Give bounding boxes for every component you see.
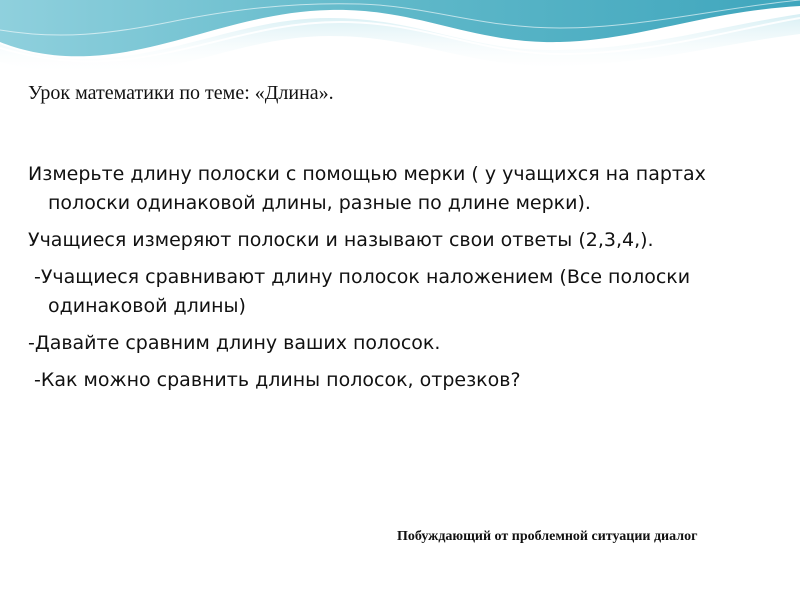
slide-title: Урок математики по теме: «Длина». (28, 82, 334, 104)
paragraph-question: -Как можно сравнить длины полосок, отрезков? (34, 369, 521, 391)
paragraph-lets-compare: -Давайте сравним длину ваших полосок. (28, 332, 441, 354)
paragraph-compare-overlay: -Учащиеся сравнивают длину полосок наложением (Все полоски одинаковой длины) (34, 266, 691, 317)
paragraph-task: Измерьте длину полоски с помощью мерки ( у учащихся на партах полоски одинаковой длины, разные по длине мерки). (28, 163, 706, 214)
decorative-wave-header (0, 0, 800, 80)
method-caption: Побуждающий от проблемной ситуации диалог (397, 529, 698, 544)
slide-body (28, 160, 778, 403)
paragraph-measure: Учащиеся измеряют полоски и называют свои ответы (2,3,4,). (28, 229, 654, 251)
